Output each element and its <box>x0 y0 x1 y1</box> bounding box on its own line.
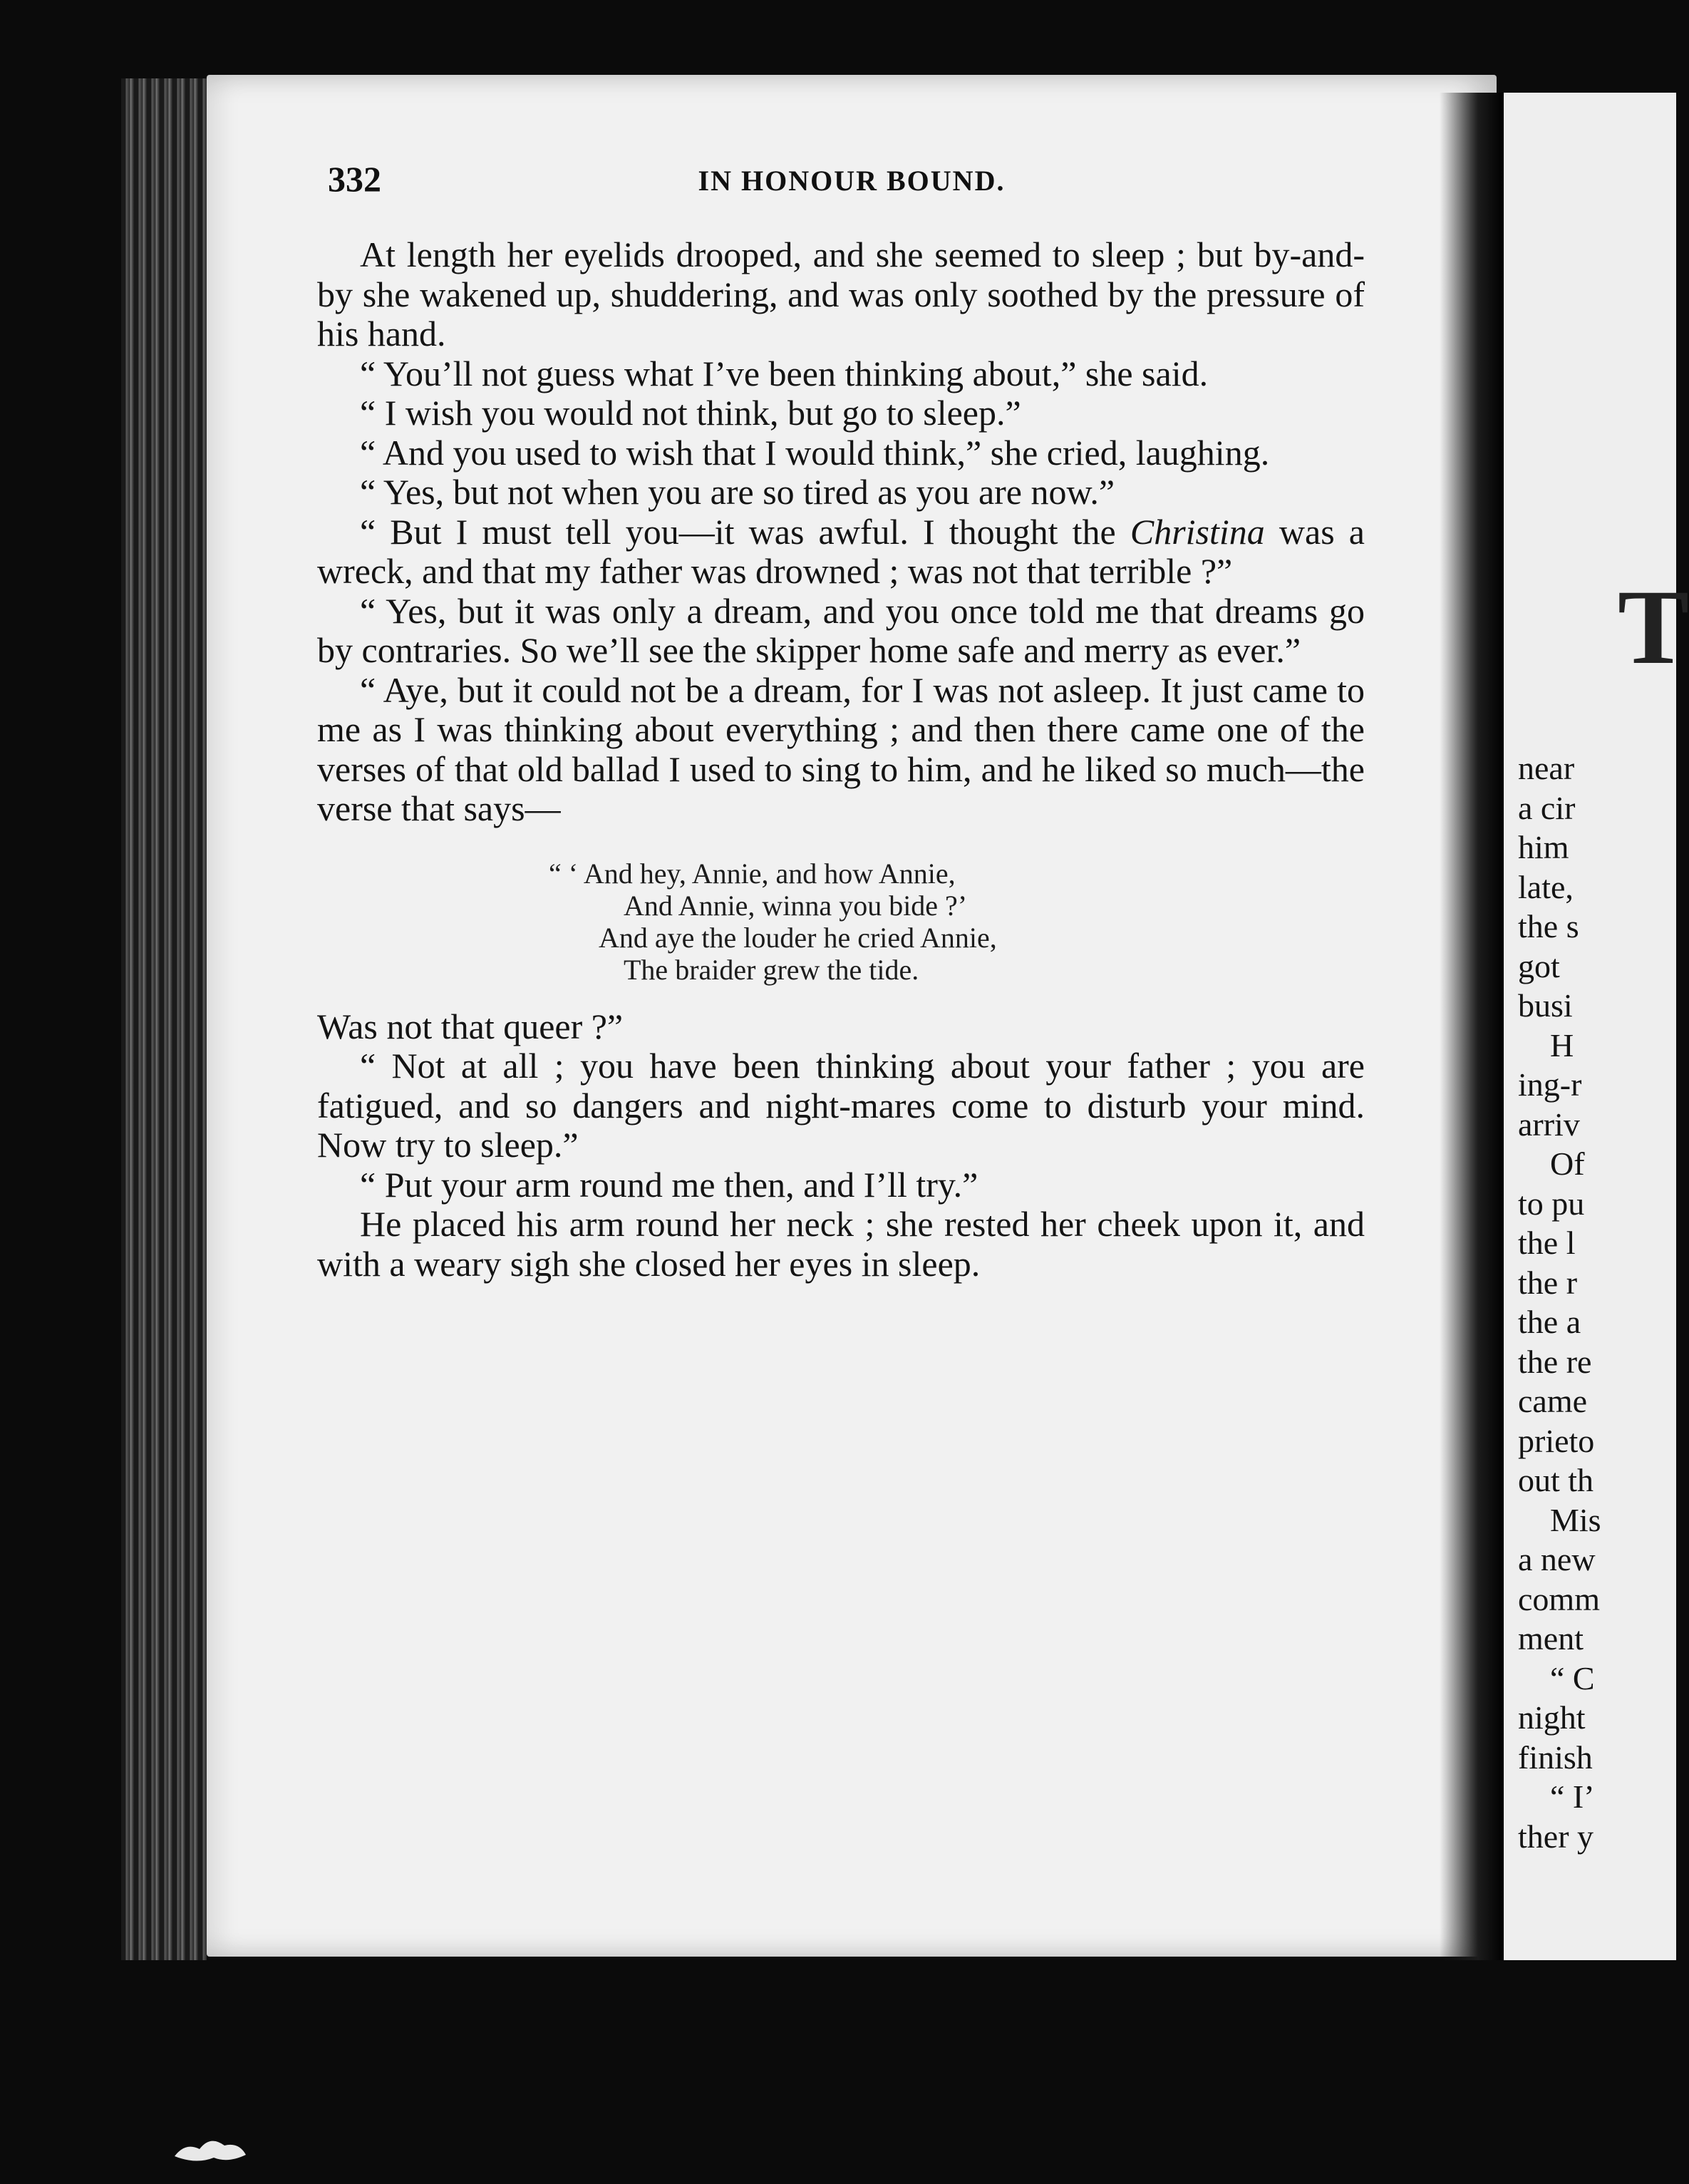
facing-line: busi <box>1518 987 1573 1024</box>
facing-line: ment <box>1518 1620 1584 1657</box>
book-gutter <box>1440 93 1504 1960</box>
paragraph: “ I wish you would not think, but go to sleep.” <box>360 393 1021 433</box>
facing-line: him <box>1518 829 1569 865</box>
facing-line: Mis <box>1550 1501 1601 1538</box>
verse-line: “ ‘ And hey, Annie, and how Annie, <box>549 857 956 890</box>
paragraph: “ Put your arm round me then, and I’ll try.” <box>360 1164 978 1205</box>
facing-line: arriv <box>1518 1106 1580 1143</box>
paragraph: At length her eyelids drooped, and she seemed to sleep ; but by-and-by she wakened up, shuddering, and was only soothed by the pressure of his hand. <box>317 235 1365 354</box>
paragraph: Was not that queer ?” <box>317 1006 624 1046</box>
facing-line: “ C <box>1550 1659 1595 1696</box>
facing-line: prieto <box>1518 1422 1595 1459</box>
facing-line: came <box>1518 1383 1588 1419</box>
facing-line: ther y <box>1518 1818 1594 1855</box>
facing-line: the l <box>1518 1225 1576 1261</box>
facing-line: H <box>1550 1026 1574 1063</box>
scan-debris-icon <box>171 2128 249 2167</box>
facing-line: the r <box>1518 1264 1578 1301</box>
decorative-initial-icon: T <box>1618 568 1689 686</box>
paragraph: He placed his arm round her neck ; she rested her cheek upon it, and with a weary sigh she closed her eyes in sleep. <box>317 1204 1365 1284</box>
facing-line: to pu <box>1518 1185 1585 1222</box>
book-spine <box>121 78 207 1960</box>
paragraph: “ And you used to wish that I would think,” she cried, laughing. <box>360 432 1270 473</box>
running-title: IN HONOUR BOUND. <box>698 165 1006 197</box>
facing-line: the s <box>1518 908 1579 944</box>
paragraph: “ Aye, but it could not be a dream, for I was not asleep. It just came to me as I was thinking about everything ; and then there came one of the verses of that old ballad I used to sing to him, and he liked so much—the verse that says— <box>317 669 1365 828</box>
running-head <box>328 158 1375 201</box>
facing-line: “ I’ <box>1550 1778 1595 1815</box>
facing-page-text <box>1518 748 1682 1856</box>
facing-line: ing-r <box>1518 1066 1582 1103</box>
facing-line: night <box>1518 1699 1586 1736</box>
paragraph-text: was a wreck, and that my father was drowned ; was not that terrible ?” <box>317 511 1365 591</box>
facing-line: near <box>1518 750 1575 786</box>
page-number: 332 <box>328 159 381 199</box>
paragraph: “ Yes, but it was only a dream, and you once told me that dreams go by contraries. So we’ll see the skipper home safe and merry as ever.” <box>317 590 1365 670</box>
verse-line: And Annie, winna you bide ?’ <box>624 889 968 922</box>
paragraph: “ You’ll not guess what I’ve been thinking about,” she said. <box>360 353 1209 393</box>
facing-line: out th <box>1518 1462 1594 1498</box>
paragraph-christina <box>317 512 1365 592</box>
facing-line: the re <box>1518 1343 1592 1380</box>
facing-line: a cir <box>1518 789 1576 826</box>
verse-line: And aye the louder he cried Annie, <box>599 921 997 954</box>
facing-line: a new <box>1518 1541 1596 1577</box>
verse-line: The braider grew the tide. <box>624 953 919 986</box>
paragraph-text: “ But I must tell you—it was awful. I thought the <box>360 511 1130 552</box>
paragraph: “ Yes, but not when you are so tired as you are now.” <box>360 472 1115 512</box>
facing-line: finish <box>1518 1739 1593 1776</box>
ship-name: Christina <box>1130 511 1265 552</box>
facing-line: comm <box>1518 1580 1600 1617</box>
page-body <box>317 235 1365 1284</box>
facing-line: the a <box>1518 1304 1581 1340</box>
paragraph: “ Not at all ; you have been thinking about your father ; you are fatigued, and so dangers and night-mares come to disturb your mind. Now try to sleep.” <box>317 1046 1365 1165</box>
facing-line: got <box>1518 947 1560 984</box>
ballad-verse <box>317 857 1365 986</box>
facing-line: late, <box>1518 868 1574 905</box>
facing-line: Of <box>1550 1145 1585 1182</box>
